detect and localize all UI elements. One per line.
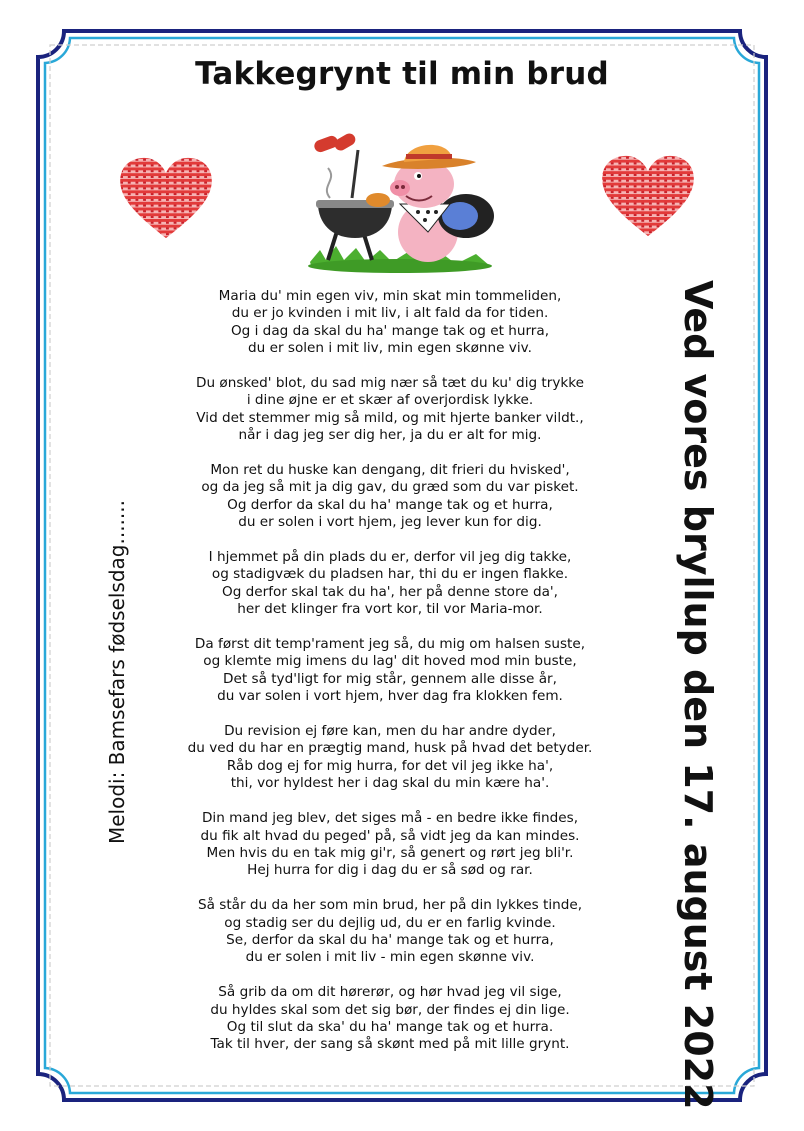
poem-line: Tak til hver, der sang så skønt med på mit lille grynt. — [210, 1036, 570, 1053]
poem-stanza — [180, 636, 600, 706]
poem-line: Råb dog ej for mig hurra, for det vil jeg ikke ha', — [226, 757, 554, 774]
poem-line: når i dag jeg ser dig her, ja du er alt for mig. — [238, 427, 542, 444]
poem-line: thi, vor hyldest her i dag skal du min kære ha'. — [230, 775, 550, 792]
poem-line: og stadig ser du dejlig ud, du er en farlig kvinde. — [224, 914, 556, 931]
poem-line: Da først dit temp'rament jeg så, du mig om halsen suste, — [194, 636, 586, 653]
poem-stanza — [180, 810, 600, 880]
poem-stanza — [180, 462, 600, 532]
poem-line: Mon ret du huske kan dengang, dit frieri du hvisked', — [210, 462, 570, 479]
poem-line: Og derfor da skal du ha' mange tak og et hurra, — [227, 496, 553, 513]
poem-stanza — [180, 723, 600, 793]
poem-line: Og derfor skal tak du ha', her på denne store da', — [222, 583, 558, 600]
heart-icon — [600, 154, 696, 238]
page-title: Takkegrynt til min brud — [195, 56, 609, 92]
poem-line: Og til slut da ska' du ha' mange tak og et hurra. — [226, 1018, 554, 1035]
poem-line: Maria du' min egen viv, min skat min tommeliden, — [218, 288, 562, 304]
poem-stanza — [180, 984, 600, 1054]
poem-line: Så står du da her som min brud, her på din lykkes tinde, — [197, 897, 583, 914]
poem-line: Du revision ej føre kan, men du har andre dyder, — [224, 723, 556, 740]
poem-line: og da jeg så mit ja dig gav, du græd som du var pisket. — [201, 479, 579, 496]
pig-grill-illustration — [300, 128, 506, 274]
poem-stanza — [180, 288, 600, 358]
poem-stanza — [180, 375, 600, 445]
poem-line: Men hvis du en tak mig gi'r, så genert og rørt jeg bli'r. — [206, 844, 574, 861]
poem-line: Hej hurra for dig i dag du er så sød og rar. — [247, 862, 533, 879]
poem-line: i dine øjne er et skær af overjordisk lykke. — [246, 392, 534, 409]
heart-icon — [118, 156, 214, 240]
poem-line: du er jo kvinden i mit liv, i alt fald da for tiden. — [231, 305, 549, 322]
wedding-date-text: Ved vores bryllup den 17. august 2022 — [676, 280, 720, 1110]
poem-line: du er solen i mit liv, min egen skønne viv. — [248, 340, 532, 357]
poem-line: og stadigvæk du pladsen har, thi du er ingen flakke. — [211, 566, 569, 583]
poem-line: Så grib da om dit hørerør, og hør hvad jeg vil sige, — [218, 984, 562, 1001]
poem-line: I hjemmet på din plads du er, derfor vil jeg dig takke, — [208, 549, 572, 566]
poem-line: du fik alt hvad du peged' på, så vidt jeg da kan mindes. — [200, 827, 580, 844]
poem-line: du hyldes skal som det sig bør, der findes ej din lige. — [210, 1001, 570, 1018]
poem-line: her det klinger fra vort kor, til vor Maria-mor. — [237, 601, 543, 618]
poem-line: Du ønsked' blot, du sad mig nær så tæt du ku' dig trykke — [195, 375, 585, 392]
poem-line: du ved du har en prægtig mand, husk på hvad det betyder. — [187, 740, 593, 757]
poem-line: du er solen i vort hjem, jeg lever kun for dig. — [238, 514, 542, 531]
poem-stanza — [180, 549, 600, 619]
poem — [180, 288, 600, 1071]
poem-line: du var solen i vort hjem, hver dag fra klokken fem. — [217, 688, 563, 705]
poem-stanza — [180, 897, 600, 967]
melody-note: Melodi: Bamsefars fødselsdag....... — [105, 500, 129, 845]
poem-line: Vid det stemmer mig så mild, og mit hjerte banker vildt., — [196, 409, 584, 426]
poem-line: Det så tyd'ligt for mig står, gennem alle disse år, — [223, 670, 557, 687]
poem-line: og klemte mig imens du lag' dit hoved mod min buste, — [203, 653, 577, 670]
poem-line: du er solen i mit liv - min egen skønne viv. — [245, 949, 535, 966]
poem-line: Og i dag da skal du ha' mange tak og et hurra, — [230, 322, 550, 339]
poem-line: Se, derfor da skal du ha' mange tak og et hurra, — [226, 931, 554, 948]
poem-line: Din mand jeg blev, det siges må - en bedre ikke findes, — [201, 810, 579, 827]
